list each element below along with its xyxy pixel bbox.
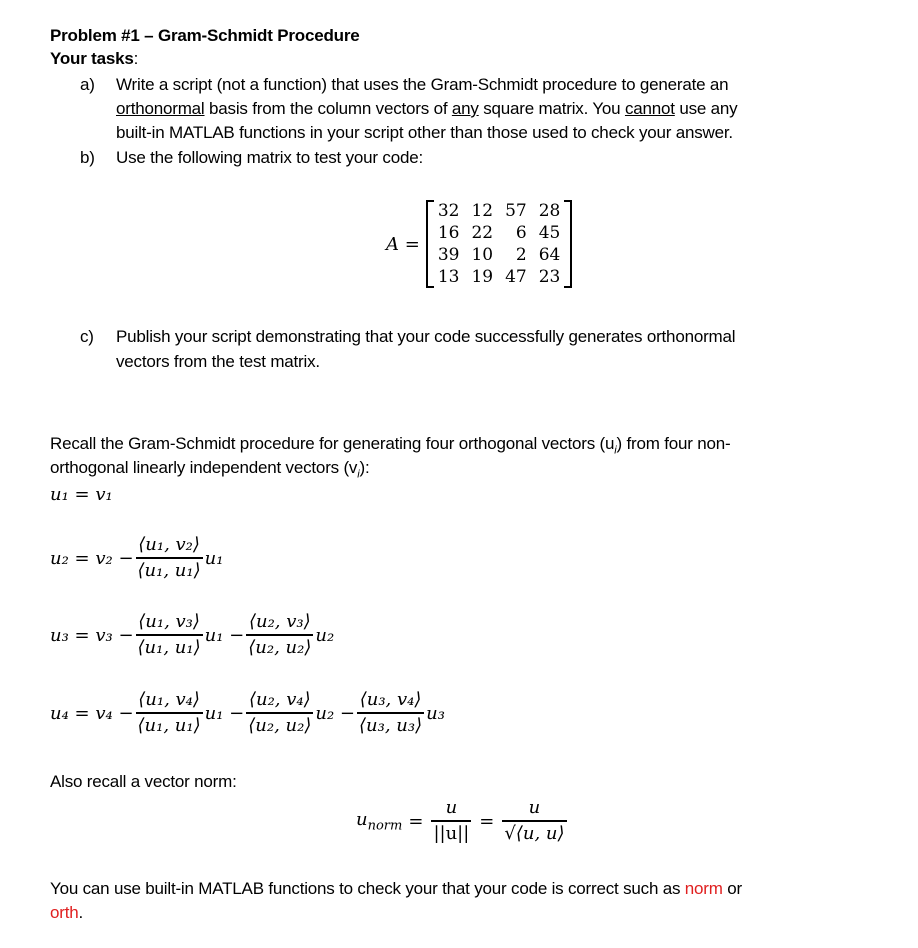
denominator: ⟨u₁, u₁⟩: [136, 712, 203, 738]
fraction: [502, 796, 566, 846]
equation-lhs: u₂ = v₂ −: [50, 547, 134, 569]
matrix-cell: 39: [437, 245, 460, 265]
test-matrix: [386, 200, 572, 288]
vector-term: u₂: [315, 624, 335, 646]
numerator: ⟨u₁, v₃⟩: [138, 611, 200, 632]
numerator: u: [445, 797, 458, 818]
tasks-label: Your tasks: [50, 49, 134, 68]
norm-equation: [356, 796, 569, 846]
numerator: ⟨u₁, v₄⟩: [138, 689, 200, 710]
fraction: [246, 610, 313, 660]
sqrt-icon: √: [504, 823, 516, 844]
matrix-cell: 2: [515, 245, 527, 265]
matrix-cell: 16: [437, 223, 460, 243]
denominator: ⟨u₁, u₁⟩: [136, 634, 203, 660]
vector-term: u₂ −: [315, 702, 355, 724]
subscript: i: [357, 468, 360, 481]
footer-line2: [50, 901, 83, 924]
fraction: [136, 610, 203, 660]
fraction: [136, 688, 203, 738]
footer-text: .: [78, 903, 84, 922]
equals-sign: =: [479, 810, 495, 832]
task-a-marker: a): [80, 75, 95, 94]
equals-sign: =: [408, 810, 424, 832]
denominator: ⟨u₃, u₃⟩: [357, 712, 424, 738]
denominator: ⟨u₁, u₁⟩: [136, 557, 203, 583]
recall-line2: [50, 456, 369, 486]
matrix-cell: 23: [538, 267, 561, 287]
tasks-heading: [50, 47, 138, 70]
norm-lhs-var: u: [356, 808, 368, 830]
recall-text: ):: [359, 458, 370, 477]
footer-text: or: [722, 879, 742, 898]
vector-term: u₃: [426, 702, 445, 724]
vector-term: u₁ −: [204, 702, 245, 724]
denominator: ⟨u₂, u₂⟩: [246, 634, 313, 660]
equation-u4: [50, 688, 445, 738]
matrix-cell: 13: [437, 267, 460, 287]
equation-lhs: u₃ = v₃ −: [50, 624, 134, 646]
matrix-row: [432, 200, 567, 222]
task-a-line1: Write a script (not a function) that uses the Gram-Schmidt procedure to generate an: [116, 75, 729, 94]
matrix-row: [432, 266, 567, 288]
matrix-cell: 32: [437, 201, 460, 221]
equation-u3: [50, 610, 334, 660]
task-a-line3: built-in MATLAB functions in your script other than those used to check your answer.: [116, 123, 733, 142]
footer-text: You can use built-in MATLAB functions to check your that your code is correct such as: [50, 879, 685, 898]
fraction: [431, 796, 471, 846]
numerator: ⟨u₃, v₄⟩: [359, 689, 422, 710]
task-b-marker: b): [80, 148, 95, 167]
matrix-cell: 10: [471, 245, 494, 265]
vector-term: u₁ −: [204, 624, 245, 646]
norm-lhs: [356, 809, 402, 834]
recall-text: orthogonal linearly independent vectors (v: [50, 458, 358, 477]
matrix-cell: 28: [538, 201, 561, 221]
equation-lhs: u₄ = v₄ −: [50, 702, 134, 724]
emphasis-any: any: [451, 99, 479, 118]
function-name-norm: norm: [684, 879, 723, 898]
task-a-text: basis from the column vectors of: [204, 99, 452, 118]
matrix-cell: 47: [505, 267, 527, 287]
subscript: i: [614, 444, 617, 457]
task-b-line1: Use the following matrix to test your code:: [116, 148, 423, 167]
vector-term: u₁: [204, 547, 224, 569]
tasks-colon: :: [133, 49, 139, 68]
matrix-cell: 57: [505, 201, 527, 221]
fraction: [357, 688, 424, 738]
fraction: [246, 688, 313, 738]
matrix-cell: 22: [471, 223, 494, 243]
fraction: [136, 533, 203, 583]
matrix-table: [432, 200, 567, 288]
norm-intro: Also recall a vector norm:: [50, 772, 237, 791]
sqrt-content: ⟨u, u⟩: [515, 823, 565, 844]
matrix-cell: 19: [471, 267, 494, 287]
matrix-cell: 6: [515, 223, 527, 243]
problem-title: Problem #1 – Gram-Schmidt Procedure: [50, 26, 360, 45]
matrix-row: [432, 222, 567, 244]
matrix-row: [432, 244, 567, 266]
recall-text: Recall the Gram-Schmidt procedure for generating four orthogonal vectors (u: [50, 434, 615, 453]
denominator: ⟨u₂, u₂⟩: [246, 712, 313, 738]
function-name-orth: orth: [50, 903, 79, 922]
recall-text: ) from four non-: [616, 434, 731, 453]
task-c-line1: Publish your script demonstrating that your code successfully generates orthonormal: [116, 327, 736, 346]
matrix-label: A =: [386, 233, 420, 255]
equation-u2: [50, 533, 223, 583]
numerator: ⟨u₂, v₃⟩: [248, 611, 311, 632]
numerator: ⟨u₁, v₂⟩: [138, 534, 200, 555]
task-c-marker: c): [80, 327, 94, 346]
emphasis-orthonormal: orthonormal: [116, 99, 205, 118]
task-a-text: square matrix. You: [478, 99, 625, 118]
emphasis-cannot: cannot: [624, 99, 675, 118]
denominator: ||u||: [431, 820, 471, 846]
numerator: ⟨u₂, v₄⟩: [248, 689, 311, 710]
denominator: [502, 820, 566, 846]
task-a-line2: [116, 97, 737, 120]
footer-line1: [50, 877, 742, 900]
matrix-cell: 12: [471, 201, 494, 221]
subscript: norm: [367, 818, 403, 834]
task-c-line2: vectors from the test matrix.: [116, 352, 320, 371]
numerator: u: [528, 797, 541, 818]
matrix-cell: 45: [538, 223, 561, 243]
matrix-brackets: [426, 200, 573, 288]
equation-u1: u₁ = v₁: [50, 484, 113, 505]
task-a-text: use any: [674, 99, 738, 118]
matrix-cell: 64: [538, 245, 561, 265]
